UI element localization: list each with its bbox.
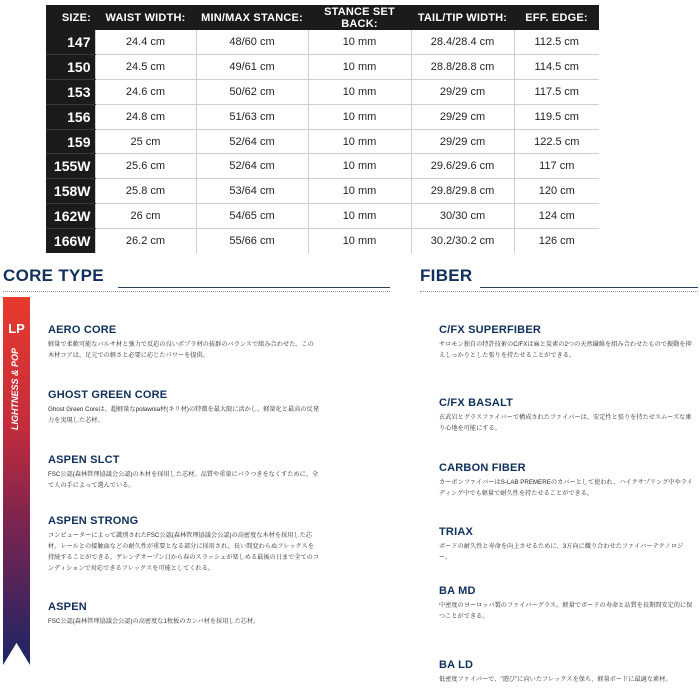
table-cell: 52/64 cm — [196, 129, 308, 154]
table-cell: 119.5 cm — [514, 104, 599, 129]
header-effective-edge: EFF. EDGE: — [514, 5, 599, 30]
fiber-item-desc: 低密度ファイバーで、"遊び"に向いたフレックスを保ち、軽量ボードに最適な素材。 — [439, 676, 672, 683]
table-cell: 10 mm — [308, 54, 411, 79]
header-tail-tip-width: TAIL/TIP WIDTH: — [411, 5, 514, 30]
table-cell: 114.5 cm — [514, 54, 599, 79]
table-cell: 51/63 cm — [196, 104, 308, 129]
fiber-item-title: BA LD — [439, 659, 474, 671]
header-stance-setback: STANCE SET BACK: — [308, 5, 411, 30]
table-cell: 24.4 cm — [95, 30, 196, 54]
fiber-item-title: TRIAX — [439, 526, 473, 538]
table-cell: 124 cm — [514, 204, 599, 229]
table-row — [46, 79, 599, 104]
table-row — [46, 204, 599, 229]
table-cell: 117.5 cm — [514, 79, 599, 104]
size-cell: 158W — [46, 179, 95, 204]
fiber-item-title: BA MD — [439, 585, 476, 597]
spec-table — [46, 5, 599, 253]
table-cell: 28.8/28.8 cm — [411, 54, 514, 79]
table-row — [46, 54, 599, 79]
table-cell: 28.4/28.4 cm — [411, 30, 514, 54]
banner-text — [10, 410, 30, 430]
table-cell: 26 cm — [95, 204, 196, 229]
table-cell: 52/64 cm — [196, 154, 308, 179]
table-cell: 29/29 cm — [411, 129, 514, 154]
core-item-title: ASPEN — [48, 601, 87, 613]
fiber-item-carbon — [439, 462, 694, 499]
table-cell: 10 mm — [308, 204, 411, 229]
size-cell: 153 — [46, 79, 95, 104]
table-cell: 53/64 cm — [196, 179, 308, 204]
table-cell: 55/66 cm — [196, 229, 308, 253]
fiber-item-desc: 中密度のヨーロッパ製のファイバーグラス。軽量でボードの寿命と品質を長期間安定的に保つことができる。 — [439, 602, 693, 620]
size-cell: 166W — [46, 229, 95, 253]
table-cell: 26.2 cm — [95, 229, 196, 253]
core-type-title: CORE TYPE — [3, 266, 104, 285]
fiber-rule — [480, 287, 698, 288]
fiber-item-desc: サロモン独自の特許技術のC/FXは麻と炭素の2つの天然繊維を組み合わせたもので振動を抑えしっかりとした張りを持たせることができる。 — [439, 341, 692, 359]
table-cell: 117 cm — [514, 154, 599, 179]
core-item-desc: FSC公認(森林管理協議会公認)の木材を採用した芯材。品質や重量にバラつきをなくすために、全て人の手によって選んでいる。 — [48, 471, 319, 489]
header-size: SIZE: — [46, 5, 95, 30]
table-cell: 24.8 cm — [95, 104, 196, 129]
spec-table-header-row — [46, 5, 599, 30]
size-cell: 155W — [46, 154, 95, 179]
table-cell: 126 cm — [538, 235, 575, 248]
table-cell: 29/29 cm — [411, 104, 514, 129]
fiber-dotted-rule — [420, 291, 698, 292]
table-cell: 48/60 cm — [196, 30, 308, 54]
fiber-item-desc: 玄武岩とグラスファイバーで構成されたファイバーは、安定性と張りを持たせスムーズな乗り心地を可能にする。 — [439, 414, 692, 432]
table-cell: 25 cm — [95, 129, 196, 154]
fiber-item-cfx-basalt — [439, 397, 694, 434]
fiber-item-desc: カーボンファイバーはS-LAB PREMEREのカバーとして使われ、ハイクサプリング中やライディング中でも軽量で耐久性を持たせることができる。 — [439, 479, 693, 497]
table-row — [46, 104, 599, 129]
fiber-item-triax — [439, 526, 694, 563]
table-cell: 29.6/29.6 cm — [411, 154, 514, 179]
core-item-title: AERO CORE — [48, 324, 117, 336]
fiber-item-title: CARBON FIBER — [439, 462, 526, 474]
table-cell: 50/62 cm — [196, 79, 308, 104]
size-cell: 156 — [46, 104, 95, 129]
size-cell: 150 — [46, 54, 95, 79]
table-cell: 25.8 cm — [95, 179, 196, 204]
size-cell: 147 — [46, 30, 95, 54]
core-item-title: ASPEN STRONG — [48, 515, 139, 527]
fiber-item-cfx-superfiber — [439, 324, 694, 361]
table-cell: 10 mm — [308, 179, 411, 204]
table-row — [46, 229, 599, 253]
fiber-title: FIBER — [420, 266, 473, 285]
fiber-item-ba-ld — [439, 659, 694, 685]
core-item-aero — [48, 324, 320, 361]
size-cell: 159 — [46, 129, 95, 154]
table-row — [46, 179, 599, 204]
table-cell: 10 mm — [308, 154, 411, 179]
core-item-desc: 軽量で柔軟可能なバルサ材と強力で反応の良いポプラ材の抜群のバランスで組み合わせた。この木材コアは、足元での軽さと必要に応じたパワーを提供。 — [48, 341, 314, 359]
fiber-item-title: C/FX BASALT — [439, 397, 514, 409]
table-cell: 120 cm — [514, 179, 599, 204]
table-cell: 10 mm — [308, 129, 411, 154]
table-cell: 30/30 cm — [411, 204, 514, 229]
core-item-ghost-green — [48, 389, 320, 426]
core-type-dotted-rule — [3, 291, 390, 292]
header-stance: MIN/MAX STANCE: — [196, 5, 308, 30]
table-row — [46, 129, 599, 154]
table-cell: 30.2/30.2 cm — [411, 229, 514, 253]
table-cell: 54/65 cm — [196, 204, 308, 229]
core-item-desc: コンピューターによって識別されたFSC公認(森林管理協議会公認)の高密度な木材を採用した芯材。レールとの接触面などの耐久性が重要となる部分に採用され、長い間変わらぬフレックスを持続することができる。ゲレンデオープン日から春のスラッシュが楽しめる最後の日まで全てのコンディションで対応できるフレックスを可能としてくれる。 — [48, 532, 320, 572]
table-cell: 122.5 cm — [514, 129, 599, 154]
size-cell: 162W — [46, 204, 95, 229]
table-cell: 29/29 cm — [411, 79, 514, 104]
table-cell: 112.5 cm — [514, 30, 599, 54]
table-cell: 49/61 cm — [196, 54, 308, 79]
table-cell: 10 mm — [308, 104, 411, 129]
table-row — [46, 154, 599, 179]
core-item-title: GHOST GREEN CORE — [48, 389, 168, 401]
core-item-desc: FSC公認(森林管理協議会公認)の高密度な1枚板のカンバ材を採用した芯材。 — [48, 618, 260, 625]
table-cell: 10 mm — [308, 30, 411, 54]
fiber-item-ba-md — [439, 585, 694, 622]
table-cell: 29.8/29.8 cm — [411, 179, 514, 204]
core-item-aspen — [48, 601, 320, 627]
table-row — [46, 30, 599, 54]
table-cell: 10 mm — [308, 79, 411, 104]
core-item-desc: Ghost Green Coreは、超軽量なpolawnia材(キリ材)の特徴を最大限に活かし、軽量化と最高の反発力を実現した芯材。 — [48, 406, 319, 424]
fiber-item-desc: ボードの耐久性と寿命を向上させるために、3方向に織り合わせたファイバーテクノロジー。 — [439, 543, 684, 561]
fiber-item-title: C/FX SUPERFIBER — [439, 324, 542, 336]
core-item-aspen-slct — [48, 454, 320, 491]
header-waist-width: WAIST WIDTH: — [95, 5, 196, 30]
banner-logo: LP — [8, 321, 25, 336]
table-cell: 25.6 cm — [95, 154, 196, 179]
table-cell: 24.5 cm — [95, 54, 196, 79]
table-cell: 24.6 cm — [95, 79, 196, 104]
table-cell: 10 mm — [308, 229, 411, 253]
core-item-title: ASPEN SLCT — [48, 454, 120, 466]
core-type-rule — [118, 287, 390, 288]
core-item-aspen-strong — [48, 515, 320, 574]
